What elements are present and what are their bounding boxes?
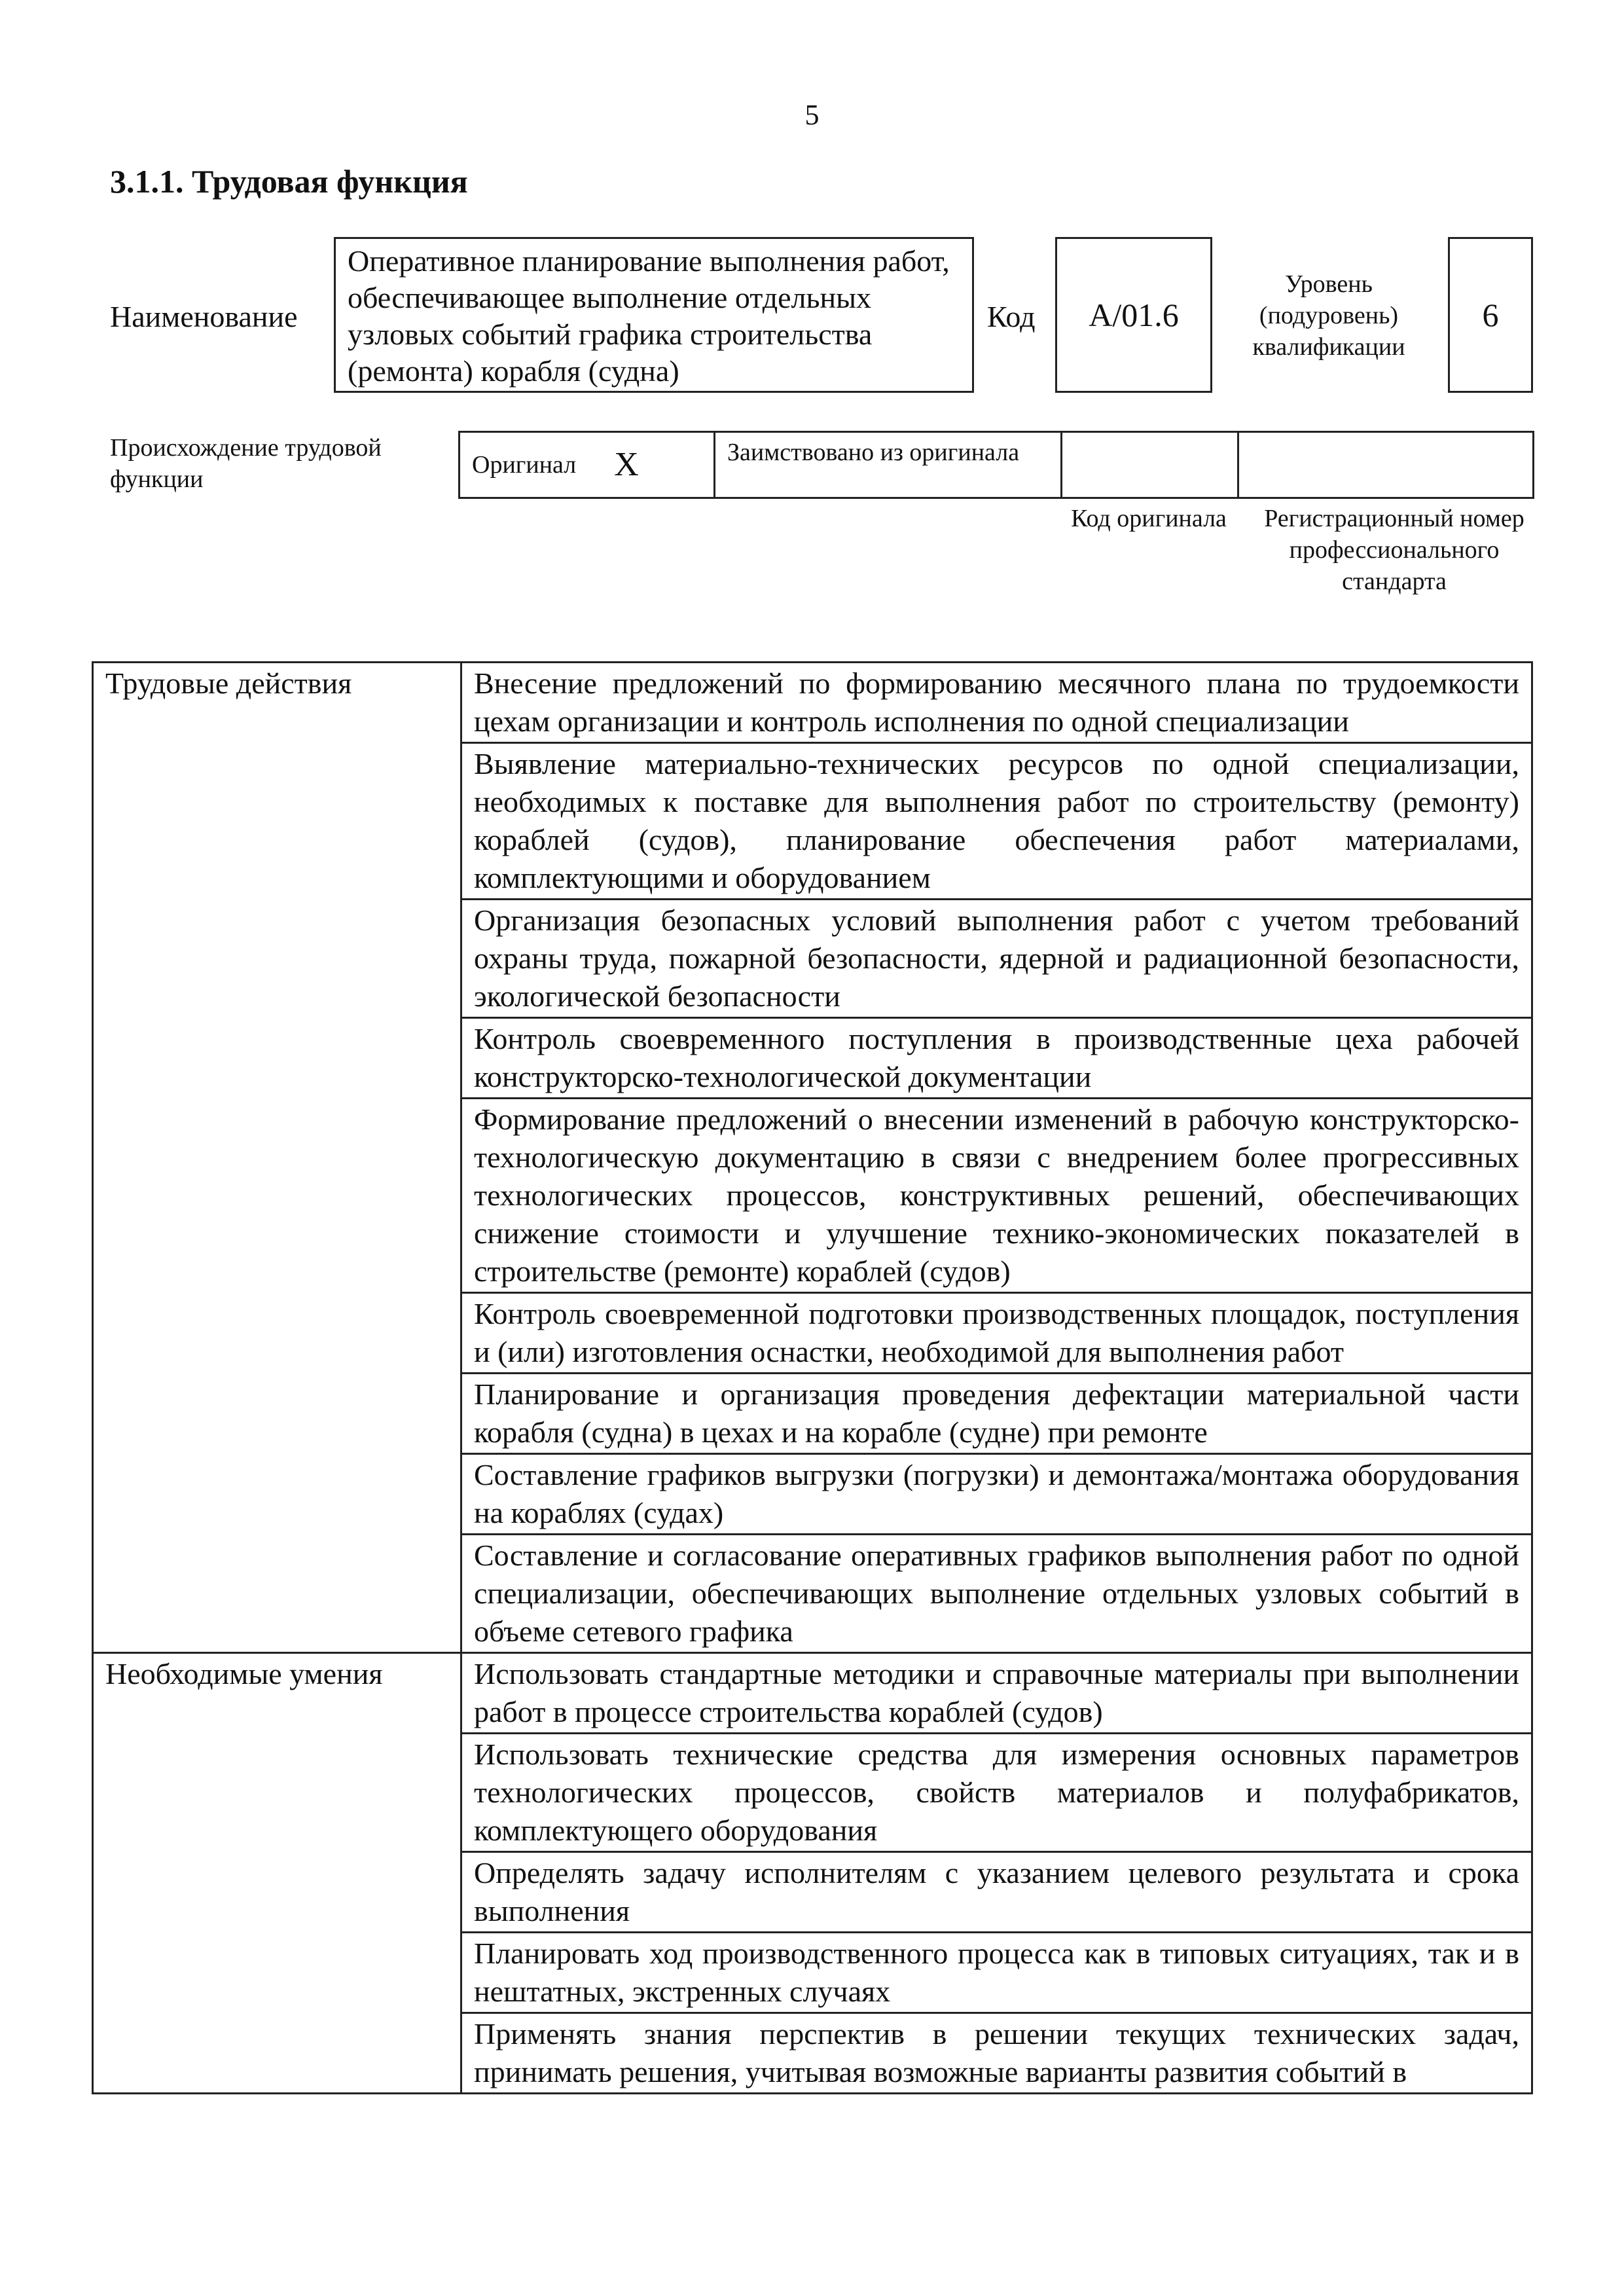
table-cell: Использовать технические средства для измерения основных параметров технологических процессов, свойств материалов и полуфабрикатов, комплектующего оборудования	[461, 1734, 1532, 1852]
table-row	[93, 663, 1532, 743]
table-cell: Организация безопасных условий выполнения работ с учетом требований охраны труда, пожарной безопасности, ядерной и радиационной безопасности, экологической безопасности	[461, 900, 1532, 1018]
table-cell: Внесение предложений по формированию месячного плана по трудоемкости цехам организации и контроль исполнения по одной специализации	[461, 663, 1532, 743]
original-label: Оригинал	[472, 451, 577, 479]
name-value-box: Оперативное планирование выполнения работ, обеспечивающее выполнение отдельных узловых событий графика строительства (ремонта) корабля (судна)	[334, 237, 974, 393]
table-row	[93, 1653, 1532, 1734]
code-label: Код	[987, 300, 1036, 333]
origin-registration-cell	[1239, 433, 1532, 497]
table-cell: Формирование предложений о внесении изменений в рабочую конструкторско-технологическую документацию в связи с внедрением более прогрессивных технологических процессов, конструктивных решений, обеспечивающих снижение стоимости и улучшение технико-экономических показателей в строительстве (ремонте) кораблей (судов)	[461, 1099, 1532, 1293]
table-cell: Применять знания перспектив в решении текущих технических задач, принимать решения, учитывая возможные варианты развития событий в	[461, 2013, 1532, 2094]
code-value-box: A/01.6	[1055, 237, 1212, 393]
table-cell: Контроль своевременного поступления в производственные цеха рабочей конструкторско-технологической документации	[461, 1018, 1532, 1099]
table-cell: Составление и согласование оперативных графиков выполнения работ по одной специализации, обеспечивающих выполнение отдельных узловых событий в объеме сетевого графика	[461, 1535, 1532, 1653]
registration-number-label: Регистрационный номер профессионального стандарта	[1264, 505, 1525, 595]
origin-row	[458, 431, 1534, 499]
function-table	[92, 661, 1533, 2094]
category-cell: Трудовые действия	[93, 663, 461, 1653]
category-cell: Необходимые умения	[93, 1653, 461, 2094]
original-mark: X	[614, 446, 639, 483]
name-label: Наименование	[110, 300, 298, 333]
table-cell: Контроль своевременной подготовки производственных площадок, поступления и (или) изготовления оснастки, необходимой для выполнения работ	[461, 1293, 1532, 1374]
origin-label: Происхождение трудовой функции	[110, 434, 382, 493]
origin-original-cell	[460, 433, 715, 497]
table-cell: Использовать стандартные методики и справочные материалы при выполнении работ в процессе строительства кораблей (судов)	[461, 1653, 1532, 1734]
level-value-box: 6	[1448, 237, 1533, 393]
origin-code-cell	[1062, 433, 1239, 497]
page-number: 5	[804, 99, 820, 131]
table-cell: Составление графиков выгрузки (погрузки) и демонтажа/монтажа оборудования на кораблях (судах)	[461, 1454, 1532, 1535]
table-cell: Планирование и организация проведения дефектации материальной части корабля (судна) в цехах и на корабле (судне) при ремонте	[461, 1374, 1532, 1454]
original-code-label: Код оригинала	[1071, 505, 1227, 532]
table-cell: Определять задачу исполнителям с указанием целевого результата и срока выполнения	[461, 1852, 1532, 1933]
level-label: Уровень (подуровень) квалификации	[1252, 270, 1405, 361]
origin-borrowed-cell: Заимствовано из оригинала	[715, 433, 1062, 497]
table-cell: Планировать ход производственного процесса как в типовых ситуациях, так и в нештатных, экстренных случаях	[461, 1933, 1532, 2013]
table-cell: Выявление материально-технических ресурсов по одной специализации, необходимых к поставке для выполнения работ по строительству (ремонту) кораблей (судов), планирование обеспечения работ материалами, комплектующими и оборудованием	[461, 743, 1532, 900]
section-title: 3.1.1. Трудовая функция	[110, 163, 468, 200]
